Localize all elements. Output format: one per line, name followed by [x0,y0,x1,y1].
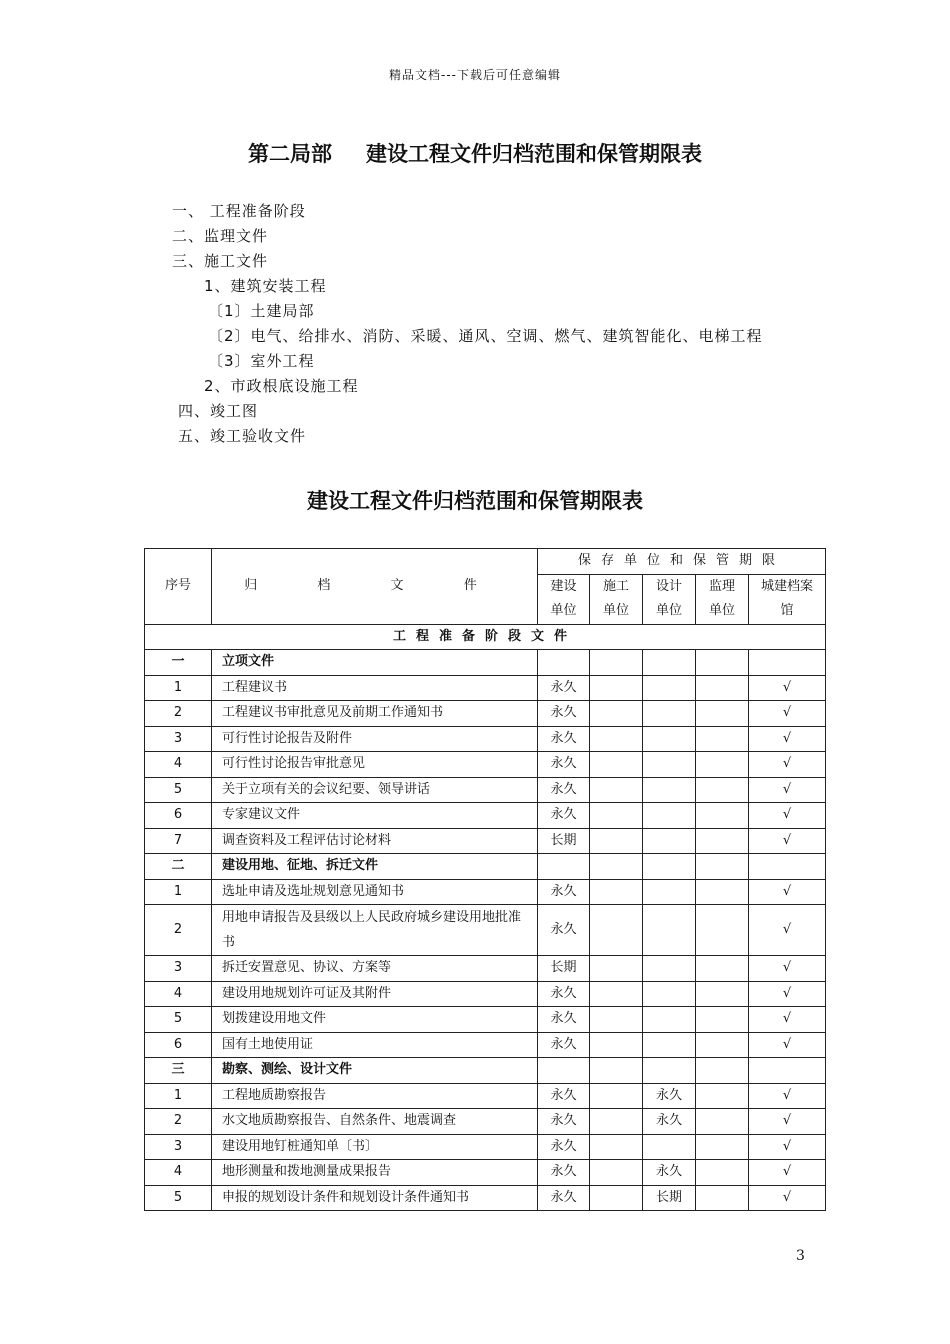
document-name: 划拨建设用地文件 [212,1007,538,1033]
header-unit-line2: 单位 [538,599,590,624]
document-name: 国有土地使用证 [212,1032,538,1058]
retention-cell [696,803,749,829]
section-title: 建设用地、征地、拆迁文件 [212,854,538,880]
retention-cell: 永久 [538,879,590,905]
retention-cell [590,752,643,778]
retention-cell [696,1134,749,1160]
document-name: 调查资料及工程评估讨论材料 [212,828,538,854]
retention-cell [643,650,696,676]
header-unit-line1: 施工 [590,574,643,599]
row-number: 一 [145,650,212,676]
page-header-note: 精品文档---下载后可任意编辑 [389,68,561,82]
section-row [145,1058,826,1084]
toc-item: 二、监理文件 [172,227,269,245]
part-title-part: 第二局部 [248,142,332,166]
document-name: 工程地质勘察报告 [212,1083,538,1109]
retention-cell: √ [749,726,826,752]
retention-cell [590,1007,643,1033]
retention-cell [643,803,696,829]
row-number: 5 [145,1007,212,1033]
document-name: 工程建议书审批意见及前期工作通知书 [212,701,538,727]
table-title: 建设工程文件归档范围和保管期限表 [307,489,643,513]
retention-cell: 长期 [643,1185,696,1211]
document-name: 建设用地规划许可证及其附件 [212,981,538,1007]
retention-cell [696,1160,749,1186]
table-row [145,701,826,727]
table-row [145,1160,826,1186]
retention-cell [696,726,749,752]
document-name: 水文地质勘察报告、自然条件、地震调查 [212,1109,538,1135]
retention-cell: √ [749,1007,826,1033]
header-unit-line1: 设计 [643,574,696,599]
retention-cell [643,854,696,880]
retention-cell [696,956,749,982]
retention-cell [696,675,749,701]
table-row [145,803,826,829]
row-number: 5 [145,777,212,803]
retention-cell: √ [749,1134,826,1160]
retention-cell: 永久 [538,803,590,829]
retention-cell [696,879,749,905]
header-doc [212,549,538,625]
retention-cell: √ [749,803,826,829]
retention-cell [696,1032,749,1058]
document-name: 可行性讨论报告审批意见 [212,752,538,778]
retention-cell [749,854,826,880]
retention-cell [696,854,749,880]
header-unit-line2: 单位 [590,599,643,624]
row-number: 7 [145,828,212,854]
section-title: 立项文件 [212,650,538,676]
table-row [145,1109,826,1135]
retention-cell: √ [749,752,826,778]
toc-item: 四、竣工图 [178,402,259,420]
retention-cell [538,854,590,880]
part-title [0,138,950,168]
document-name: 地形测量和拨地测量成果报告 [212,1160,538,1186]
retention-cell [538,650,590,676]
retention-cell: 永久 [538,1160,590,1186]
document-name: 拆迁安置意见、协议、方案等 [212,956,538,982]
retention-cell [590,879,643,905]
retention-cell [590,981,643,1007]
retention-cell [590,1185,643,1211]
stage-row [145,624,826,650]
toc-item: 一、 工程准备阶段 [172,202,306,220]
header-unit-line2: 馆 [749,599,826,624]
document-name: 工程建议书 [212,675,538,701]
toc-item: 〔1〕土建局部 [208,302,315,320]
retention-cell [696,1083,749,1109]
document-name: 关于立项有关的会议纪要、领导讲话 [212,777,538,803]
retention-cell [696,650,749,676]
table-row [145,1185,826,1211]
header-unit-line1: 建设 [538,574,590,599]
retention-cell [643,828,696,854]
document-name: 专家建议文件 [212,803,538,829]
table-row [145,1083,826,1109]
table-row [145,752,826,778]
toc-item: 1、建筑安装工程 [204,277,327,295]
archive-scope-table [144,548,826,1211]
section-row [145,854,826,880]
header-seq: 序号 [145,549,212,625]
row-number: 4 [145,752,212,778]
toc-item: 五、竣工验收文件 [178,427,307,445]
table-row [145,905,826,956]
retention-cell: 永久 [643,1160,696,1186]
retention-cell: √ [749,701,826,727]
retention-cell [590,726,643,752]
retention-cell [696,701,749,727]
document-name: 申报的规划设计条件和规划设计条件通知书 [212,1185,538,1211]
row-number: 3 [145,1134,212,1160]
retention-cell: 永久 [538,905,590,956]
table-header-row-1 [145,549,826,575]
retention-cell [590,1032,643,1058]
retention-cell: √ [749,981,826,1007]
retention-cell: 长期 [538,956,590,982]
retention-cell [643,701,696,727]
row-number: 5 [145,1185,212,1211]
retention-cell: √ [749,956,826,982]
toc-item: 2、市政根底设施工程 [204,377,359,395]
retention-cell: 永久 [538,1083,590,1109]
retention-cell [590,803,643,829]
retention-cell: 长期 [538,828,590,854]
retention-cell [590,675,643,701]
document-name: 选址申请及选址规划意见通知书 [212,879,538,905]
retention-cell [590,1058,643,1084]
toc-item: 〔2〕电气、给排水、消防、采暖、通风、空调、燃气、建筑智能化、电梯工程 [208,327,763,345]
table-row [145,726,826,752]
table-row [145,956,826,982]
retention-cell [696,1007,749,1033]
retention-cell [643,1032,696,1058]
retention-cell: 永久 [538,1134,590,1160]
retention-cell [643,905,696,956]
retention-cell [590,828,643,854]
retention-cell: 永久 [538,1007,590,1033]
retention-cell [590,701,643,727]
retention-cell [696,752,749,778]
retention-cell [643,675,696,701]
retention-cell: 永久 [538,752,590,778]
retention-cell [643,1007,696,1033]
row-number: 二 [145,854,212,880]
row-number: 4 [145,981,212,1007]
row-number: 1 [145,1083,212,1109]
retention-cell [749,1058,826,1084]
retention-cell [590,854,643,880]
table-row [145,1134,826,1160]
toc-item: 〔3〕室外工程 [208,352,315,370]
retention-cell [590,650,643,676]
retention-cell [590,1083,643,1109]
section-title: 勘察、测绘、设计文件 [212,1058,538,1084]
retention-cell [590,777,643,803]
row-number: 3 [145,956,212,982]
retention-cell: √ [749,1185,826,1211]
retention-cell [590,905,643,956]
retention-cell [696,1109,749,1135]
retention-cell: √ [749,1083,826,1109]
retention-cell: √ [749,828,826,854]
retention-cell [643,879,696,905]
header-unit-line2: 单位 [696,599,749,624]
toc-item: 三、施工文件 [172,252,269,270]
header-doc-label: 归 档 文 件 [244,578,505,594]
row-number: 4 [145,1160,212,1186]
table-row [145,1007,826,1033]
row-number: 6 [145,803,212,829]
retention-cell: 永久 [538,1032,590,1058]
retention-cell [643,1134,696,1160]
table-row [145,1032,826,1058]
retention-cell [643,981,696,1007]
retention-cell: 永久 [538,777,590,803]
retention-cell: √ [749,777,826,803]
retention-cell [696,981,749,1007]
document-name: 建设用地钉桩通知单〔书〕 [212,1134,538,1160]
row-number: 2 [145,701,212,727]
table-row [145,675,826,701]
table-row [145,777,826,803]
table-row [145,981,826,1007]
retention-cell [643,956,696,982]
header-group-label: 保存单位和保管期限 [577,553,785,569]
retention-cell: 永久 [538,675,590,701]
retention-cell [643,726,696,752]
retention-cell: 永久 [538,981,590,1007]
header-unit-line1: 城建档案 [749,574,826,599]
retention-cell [590,1109,643,1135]
retention-cell [538,1058,590,1084]
retention-cell [696,777,749,803]
retention-cell [643,777,696,803]
header-group [538,549,826,575]
retention-cell: 永久 [538,726,590,752]
retention-cell [749,650,826,676]
section-row [145,650,826,676]
retention-cell: √ [749,905,826,956]
retention-cell [696,1058,749,1084]
row-number: 2 [145,905,212,956]
stage-label: 工程准备阶段文件 [145,624,826,650]
retention-cell [696,1185,749,1211]
retention-cell [590,1160,643,1186]
row-number: 1 [145,879,212,905]
retention-cell [590,956,643,982]
retention-cell [590,1134,643,1160]
retention-cell: √ [749,1032,826,1058]
retention-cell [643,752,696,778]
row-number: 三 [145,1058,212,1084]
table-row [145,879,826,905]
retention-cell: √ [749,1160,826,1186]
retention-cell: 永久 [538,1185,590,1211]
document-name: 可行性讨论报告及附件 [212,726,538,752]
row-number: 3 [145,726,212,752]
retention-cell: 永久 [643,1083,696,1109]
document-name: 用地申请报告及县级以上人民政府城乡建设用地批准书 [212,905,538,956]
retention-cell: √ [749,675,826,701]
retention-cell [643,1058,696,1084]
header-unit-line2: 单位 [643,599,696,624]
retention-cell: 永久 [538,701,590,727]
part-title-name: 建设工程文件归档范围和保管期限表 [366,142,702,166]
row-number: 2 [145,1109,212,1135]
row-number: 1 [145,675,212,701]
retention-cell: √ [749,1109,826,1135]
table-row [145,828,826,854]
row-number: 6 [145,1032,212,1058]
retention-cell: √ [749,879,826,905]
retention-cell [696,905,749,956]
retention-cell: 永久 [643,1109,696,1135]
retention-cell: 永久 [538,1109,590,1135]
page-number: 3 [796,1248,805,1264]
header-unit-line1: 监理 [696,574,749,599]
retention-cell [696,828,749,854]
